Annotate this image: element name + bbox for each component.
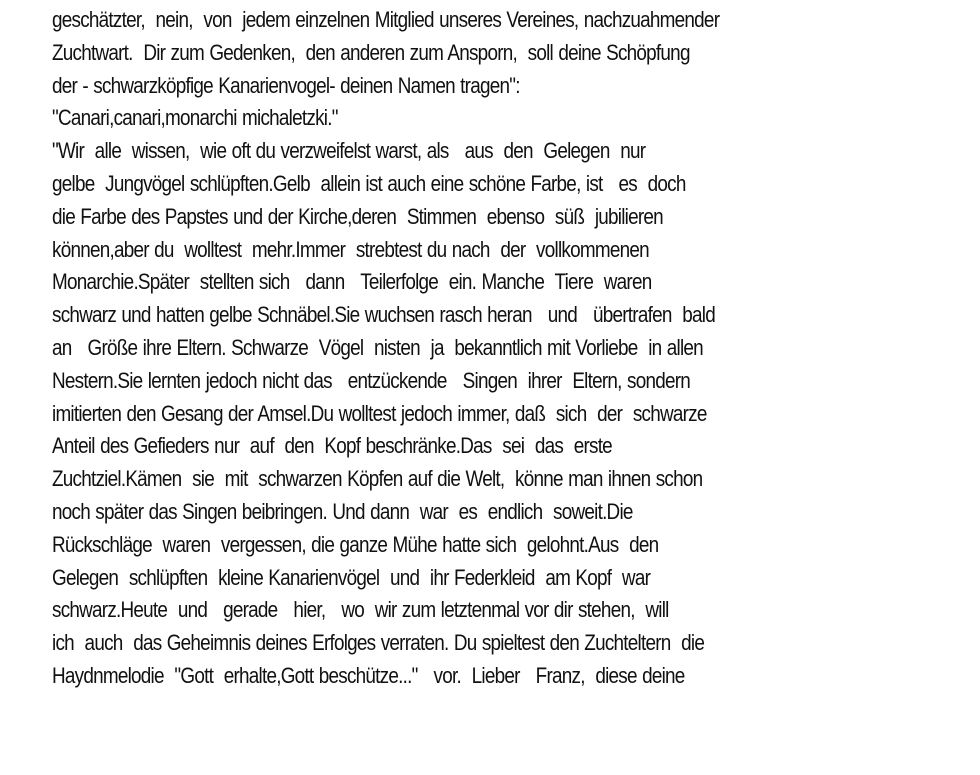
text-line-3: der - schwarzköpfige Kanarienvogel- deinen Namen tragen": <box>52 72 520 98</box>
text-line-12: Nestern.Sie lernten jedoch nicht das entzückende Singen ihrer Eltern, sondern <box>52 367 691 393</box>
text-line-2: Zuchtwart. Dir zum Gedenken, den anderen zum Ansporn, soll deine Schöpfung <box>52 39 690 65</box>
text-line-6: gelbe Jungvögel schlüpften.Gelb allein ist auch eine schöne Farbe, ist es doch <box>52 170 686 196</box>
text-line-17: Rückschläge waren vergessen, die ganze Mühe hatte sich gelohnt.Aus den <box>52 531 659 557</box>
text-line-9: Monarchie.Später stellten sich dann Teilerfolge ein. Manche Tiere waren <box>52 269 652 295</box>
text-line-19: schwarz.Heute und gerade hier, wo wir zum letztenmal vor dir stehen, will <box>52 597 669 623</box>
text-line-10: schwarz und hatten gelbe Schnäbel.Sie wuchsen rasch heran und übertrafen bald <box>52 302 715 328</box>
text-line-18: Gelegen schlüpften kleine Kanarienvögel und ihr Federkleid am Kopf war <box>52 564 651 590</box>
text-line-16: noch später das Singen beibringen. Und dann war es endlich soweit.Die <box>52 498 633 524</box>
text-line-13: imitierten den Gesang der Amsel.Du wolltest jedoch immer, daß sich der schwarze <box>52 400 707 426</box>
text-line-7: die Farbe des Papstes und der Kirche,deren Stimmen ebenso süß jubilieren <box>52 203 663 229</box>
text-line-21: Haydnmelodie "Gott erhalte,Gott beschütze..." vor. Lieber Franz, diese deine <box>52 662 685 688</box>
text-line-8: können,aber du wolltest mehr.Immer strebtest du nach der vollkommenen <box>52 236 649 262</box>
text-line-15: Zuchtziel.Kämen sie mit schwarzen Köpfen auf die Welt, könne man ihnen schon <box>52 466 703 492</box>
text-line-14: Anteil des Gefieders nur auf den Kopf beschränke.Das sei das erste <box>52 433 612 459</box>
document-text <box>52 4 825 693</box>
text-line-11: an Größe ihre Eltern. Schwarze Vögel nisten ja bekanntlich mit Vorliebe in allen <box>52 334 703 360</box>
text-line-5: "Wir alle wissen, wie oft du verzweifelst warst, als aus den Gelegen nur <box>52 138 646 164</box>
text-line-20: ich auch das Geheimnis deines Erfolges verraten. Du spieltest den Zuchteltern die <box>52 630 705 656</box>
text-line-4: "Canari,canari,monarchi michaletzki." <box>52 105 338 131</box>
text-line-1: geschätzter, nein, von jedem einzelnen Mitglied unseres Vereines, nachzuahmender <box>52 7 720 32</box>
